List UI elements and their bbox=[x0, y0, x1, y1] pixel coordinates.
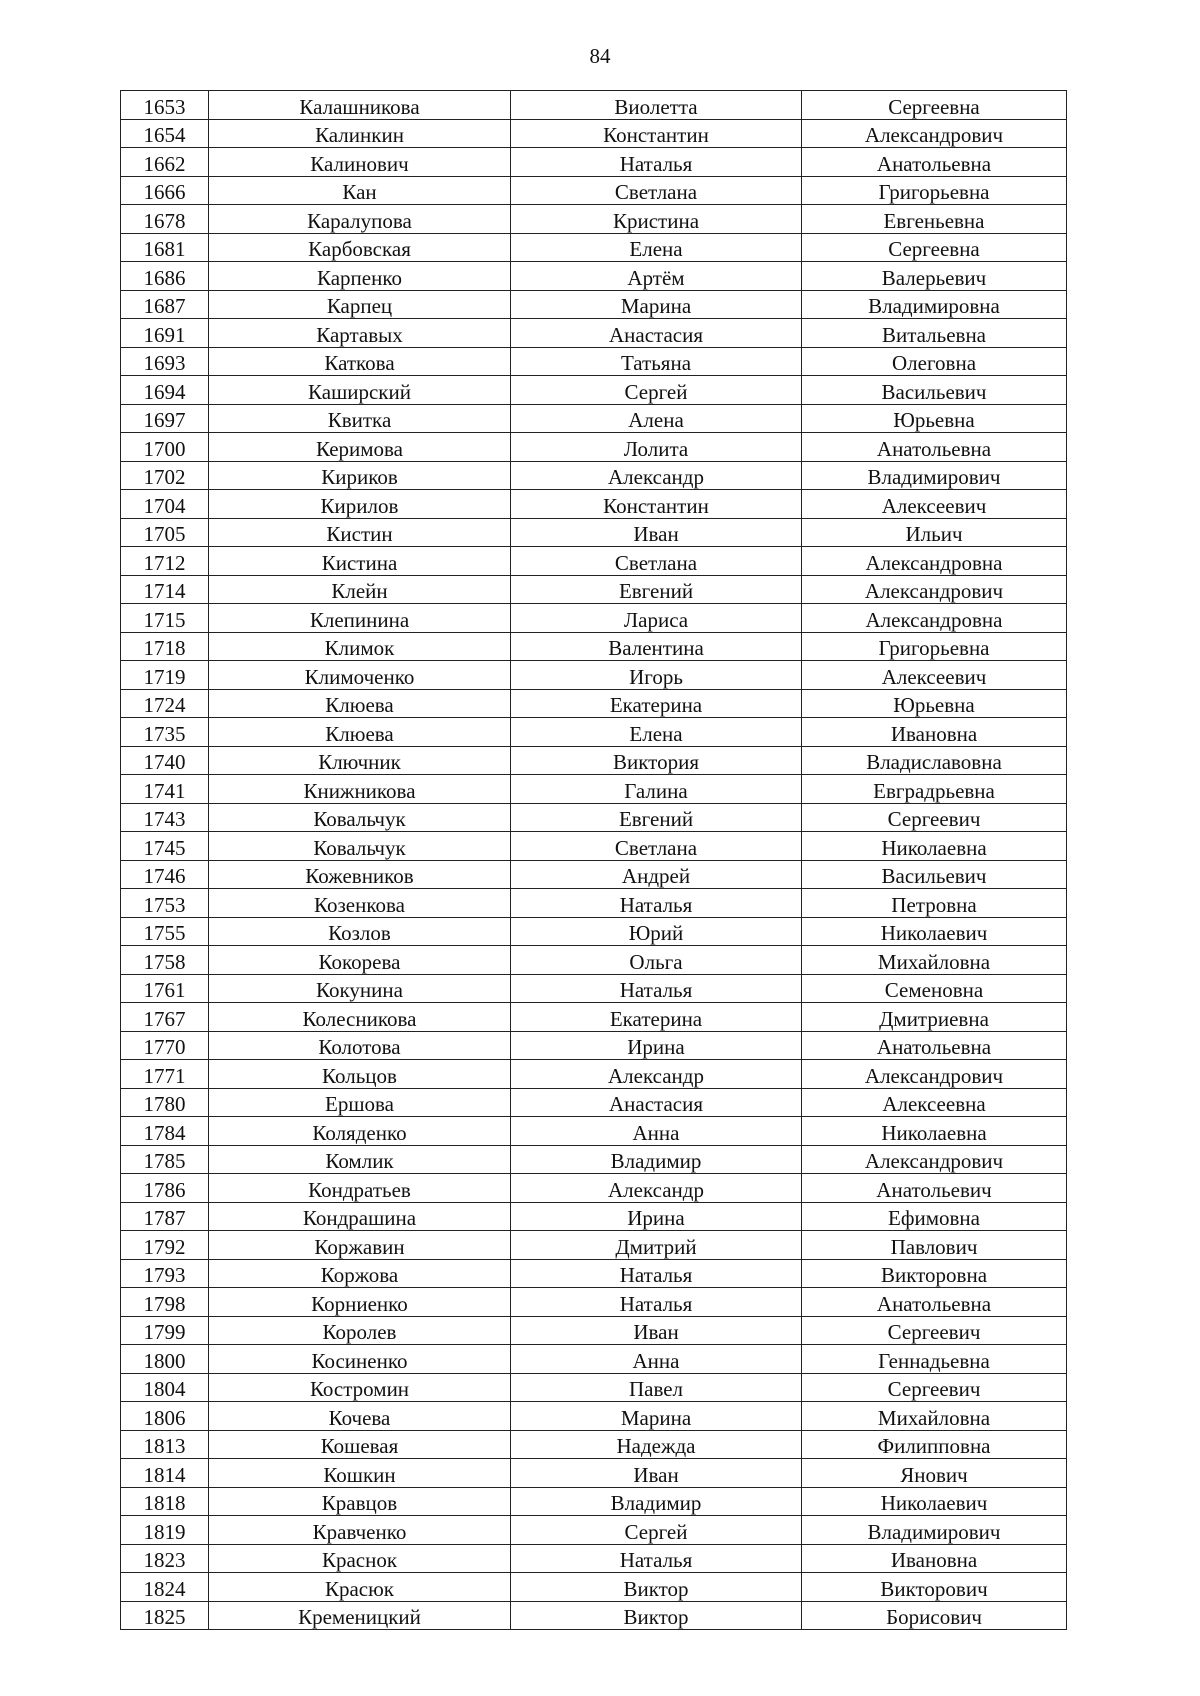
first-name-cell: Екатерина bbox=[511, 689, 802, 718]
first-name-cell: Владимир bbox=[511, 1145, 802, 1174]
last-name-cell: Кистина bbox=[209, 547, 511, 576]
table-row bbox=[121, 575, 1067, 604]
table-row bbox=[121, 775, 1067, 804]
table-row bbox=[121, 946, 1067, 975]
last-name-cell: Кириков bbox=[209, 461, 511, 490]
last-name-cell: Квитка bbox=[209, 404, 511, 433]
table-row bbox=[121, 1544, 1067, 1573]
table-row bbox=[121, 746, 1067, 775]
registry-number-cell: 1718 bbox=[121, 632, 209, 661]
last-name-cell: Кольцов bbox=[209, 1060, 511, 1089]
patronymic-cell: Сергеевна bbox=[802, 233, 1067, 262]
registry-number-cell: 1719 bbox=[121, 661, 209, 690]
patronymic-cell: Владиславовна bbox=[802, 746, 1067, 775]
first-name-cell: Елена bbox=[511, 718, 802, 747]
registry-number-cell: 1804 bbox=[121, 1373, 209, 1402]
registry-number-cell: 1697 bbox=[121, 404, 209, 433]
patronymic-cell: Геннадьевна bbox=[802, 1345, 1067, 1374]
last-name-cell: Кочева bbox=[209, 1402, 511, 1431]
patronymic-cell: Сергеевич bbox=[802, 803, 1067, 832]
last-name-cell: Керимова bbox=[209, 433, 511, 462]
patronymic-cell: Александрович bbox=[802, 119, 1067, 148]
last-name-cell: Костромин bbox=[209, 1373, 511, 1402]
last-name-cell: Королев bbox=[209, 1316, 511, 1345]
first-name-cell: Александр bbox=[511, 461, 802, 490]
table-row bbox=[121, 803, 1067, 832]
patronymic-cell: Григорьевна bbox=[802, 176, 1067, 205]
table-row bbox=[121, 889, 1067, 918]
registry-number-cell: 1761 bbox=[121, 974, 209, 1003]
patronymic-cell: Викторовна bbox=[802, 1259, 1067, 1288]
patronymic-cell: Янович bbox=[802, 1459, 1067, 1488]
table-row bbox=[121, 917, 1067, 946]
registry-number-cell: 1819 bbox=[121, 1516, 209, 1545]
table-row bbox=[121, 1573, 1067, 1602]
first-name-cell: Константин bbox=[511, 119, 802, 148]
last-name-cell: Климок bbox=[209, 632, 511, 661]
first-name-cell: Наталья bbox=[511, 1259, 802, 1288]
first-name-cell: Виктор bbox=[511, 1601, 802, 1630]
table-row bbox=[121, 233, 1067, 262]
patronymic-cell: Александрович bbox=[802, 575, 1067, 604]
last-name-cell: Комлик bbox=[209, 1145, 511, 1174]
first-name-cell: Екатерина bbox=[511, 1003, 802, 1032]
last-name-cell: Коржова bbox=[209, 1259, 511, 1288]
table-row bbox=[121, 1459, 1067, 1488]
first-name-cell: Анастасия bbox=[511, 1088, 802, 1117]
last-name-cell: Кравченко bbox=[209, 1516, 511, 1545]
last-name-cell: Кан bbox=[209, 176, 511, 205]
first-name-cell: Александр bbox=[511, 1060, 802, 1089]
registry-number-cell: 1653 bbox=[121, 91, 209, 120]
first-name-cell: Сергей bbox=[511, 1516, 802, 1545]
patronymic-cell: Владимирович bbox=[802, 1516, 1067, 1545]
last-name-cell: Кирилов bbox=[209, 490, 511, 519]
patronymic-cell: Николаевич bbox=[802, 1487, 1067, 1516]
first-name-cell: Анастасия bbox=[511, 319, 802, 348]
first-name-cell: Виктория bbox=[511, 746, 802, 775]
registry-number-cell: 1787 bbox=[121, 1202, 209, 1231]
registry-number-cell: 1814 bbox=[121, 1459, 209, 1488]
registry-number-cell: 1798 bbox=[121, 1288, 209, 1317]
registry-number-cell: 1786 bbox=[121, 1174, 209, 1203]
first-name-cell: Наталья bbox=[511, 1544, 802, 1573]
first-name-cell: Игорь bbox=[511, 661, 802, 690]
registry-number-cell: 1687 bbox=[121, 290, 209, 319]
patronymic-cell: Юрьевна bbox=[802, 404, 1067, 433]
table-row bbox=[121, 1430, 1067, 1459]
patronymic-cell: Михайловна bbox=[802, 946, 1067, 975]
first-name-cell: Ирина bbox=[511, 1202, 802, 1231]
registry-number-cell: 1780 bbox=[121, 1088, 209, 1117]
patronymic-cell: Ефимовна bbox=[802, 1202, 1067, 1231]
registry-number-cell: 1758 bbox=[121, 946, 209, 975]
last-name-cell: Косиненко bbox=[209, 1345, 511, 1374]
first-name-cell: Иван bbox=[511, 518, 802, 547]
last-name-cell: Каткова bbox=[209, 347, 511, 376]
first-name-cell: Лолита bbox=[511, 433, 802, 462]
table-row bbox=[121, 1060, 1067, 1089]
patronymic-cell: Алексеевич bbox=[802, 490, 1067, 519]
first-name-cell: Евгений bbox=[511, 575, 802, 604]
patronymic-cell: Григорьевна bbox=[802, 632, 1067, 661]
first-name-cell: Светлана bbox=[511, 547, 802, 576]
table-row bbox=[121, 119, 1067, 148]
table-row bbox=[121, 1259, 1067, 1288]
first-name-cell: Галина bbox=[511, 775, 802, 804]
registry-number-cell: 1823 bbox=[121, 1544, 209, 1573]
last-name-cell: Клюева bbox=[209, 689, 511, 718]
last-name-cell: Ершова bbox=[209, 1088, 511, 1117]
first-name-cell: Юрий bbox=[511, 917, 802, 946]
patronymic-cell: Алексеевич bbox=[802, 661, 1067, 690]
first-name-cell: Валентина bbox=[511, 632, 802, 661]
table-row bbox=[121, 832, 1067, 861]
patronymic-cell: Владимирович bbox=[802, 461, 1067, 490]
last-name-cell: Кокорева bbox=[209, 946, 511, 975]
patronymic-cell: Семеновна bbox=[802, 974, 1067, 1003]
registry-number-cell: 1818 bbox=[121, 1487, 209, 1516]
patronymic-cell: Александрович bbox=[802, 1145, 1067, 1174]
last-name-cell: Кременицкий bbox=[209, 1601, 511, 1630]
last-name-cell: Карпенко bbox=[209, 262, 511, 291]
last-name-cell: Клейн bbox=[209, 575, 511, 604]
registry-number-cell: 1745 bbox=[121, 832, 209, 861]
registry-number-cell: 1767 bbox=[121, 1003, 209, 1032]
table-row bbox=[121, 205, 1067, 234]
last-name-cell: Калинкин bbox=[209, 119, 511, 148]
last-name-cell: Коржавин bbox=[209, 1231, 511, 1260]
registry-number-cell: 1691 bbox=[121, 319, 209, 348]
table-row bbox=[121, 404, 1067, 433]
table-row bbox=[121, 1288, 1067, 1317]
first-name-cell: Анна bbox=[511, 1345, 802, 1374]
first-name-cell: Иван bbox=[511, 1459, 802, 1488]
registry-number-cell: 1755 bbox=[121, 917, 209, 946]
last-name-cell: Кожевников bbox=[209, 860, 511, 889]
registry-number-cell: 1715 bbox=[121, 604, 209, 633]
patronymic-cell: Петровна bbox=[802, 889, 1067, 918]
first-name-cell: Константин bbox=[511, 490, 802, 519]
table-row bbox=[121, 632, 1067, 661]
registry-number-cell: 1743 bbox=[121, 803, 209, 832]
first-name-cell: Ирина bbox=[511, 1031, 802, 1060]
table-row bbox=[121, 1231, 1067, 1260]
table-row bbox=[121, 661, 1067, 690]
last-name-cell: Кокунина bbox=[209, 974, 511, 1003]
first-name-cell: Владимир bbox=[511, 1487, 802, 1516]
table-row bbox=[121, 1145, 1067, 1174]
first-name-cell: Андрей bbox=[511, 860, 802, 889]
patronymic-cell: Павлович bbox=[802, 1231, 1067, 1260]
patronymic-cell: Анатольевна bbox=[802, 148, 1067, 177]
last-name-cell: Кондратьев bbox=[209, 1174, 511, 1203]
last-name-cell: Кистин bbox=[209, 518, 511, 547]
patronymic-cell: Александровна bbox=[802, 547, 1067, 576]
registry-number-cell: 1694 bbox=[121, 376, 209, 405]
registry-number-cell: 1785 bbox=[121, 1145, 209, 1174]
first-name-cell: Артём bbox=[511, 262, 802, 291]
table-row bbox=[121, 1088, 1067, 1117]
table-row bbox=[121, 176, 1067, 205]
table-row bbox=[121, 860, 1067, 889]
last-name-cell: Клюева bbox=[209, 718, 511, 747]
last-name-cell: Кошкин bbox=[209, 1459, 511, 1488]
patronymic-cell: Николаевна bbox=[802, 832, 1067, 861]
first-name-cell: Марина bbox=[511, 290, 802, 319]
patronymic-cell: Борисович bbox=[802, 1601, 1067, 1630]
last-name-cell: Ключник bbox=[209, 746, 511, 775]
registry-number-cell: 1806 bbox=[121, 1402, 209, 1431]
last-name-cell: Каралупова bbox=[209, 205, 511, 234]
registry-number-cell: 1770 bbox=[121, 1031, 209, 1060]
patronymic-cell: Викторович bbox=[802, 1573, 1067, 1602]
last-name-cell: Каширский bbox=[209, 376, 511, 405]
patronymic-cell: Анатольевна bbox=[802, 1288, 1067, 1317]
table-row bbox=[121, 1601, 1067, 1630]
patronymic-cell: Васильевич bbox=[802, 860, 1067, 889]
patronymic-cell: Филипповна bbox=[802, 1430, 1067, 1459]
first-name-cell: Виктор bbox=[511, 1573, 802, 1602]
registry-number-cell: 1793 bbox=[121, 1259, 209, 1288]
first-name-cell: Наталья bbox=[511, 1288, 802, 1317]
first-name-cell: Сергей bbox=[511, 376, 802, 405]
registry-number-cell: 1724 bbox=[121, 689, 209, 718]
registry-number-cell: 1714 bbox=[121, 575, 209, 604]
patronymic-cell: Ивановна bbox=[802, 718, 1067, 747]
first-name-cell: Алена bbox=[511, 404, 802, 433]
patronymic-cell: Александровна bbox=[802, 604, 1067, 633]
first-name-cell: Павел bbox=[511, 1373, 802, 1402]
registry-number-cell: 1686 bbox=[121, 262, 209, 291]
registry-number-cell: 1666 bbox=[121, 176, 209, 205]
last-name-cell: Колесникова bbox=[209, 1003, 511, 1032]
last-name-cell: Кравцов bbox=[209, 1487, 511, 1516]
registry-number-cell: 1824 bbox=[121, 1573, 209, 1602]
registry-number-cell: 1735 bbox=[121, 718, 209, 747]
table-row bbox=[121, 718, 1067, 747]
last-name-cell: Ковальчук bbox=[209, 832, 511, 861]
patronymic-cell: Ильич bbox=[802, 518, 1067, 547]
first-name-cell: Виолетта bbox=[511, 91, 802, 120]
last-name-cell: Козлов bbox=[209, 917, 511, 946]
last-name-cell: Климоченко bbox=[209, 661, 511, 690]
page-number: 84 bbox=[589, 44, 611, 68]
last-name-cell: Карбовская bbox=[209, 233, 511, 262]
table-row bbox=[121, 1487, 1067, 1516]
first-name-cell: Кристина bbox=[511, 205, 802, 234]
table-row bbox=[121, 1117, 1067, 1146]
registry-number-cell: 1771 bbox=[121, 1060, 209, 1089]
first-name-cell: Марина bbox=[511, 1402, 802, 1431]
registry-number-cell: 1700 bbox=[121, 433, 209, 462]
registry-number-cell: 1712 bbox=[121, 547, 209, 576]
last-name-cell: Ковальчук bbox=[209, 803, 511, 832]
registry-number-cell: 1678 bbox=[121, 205, 209, 234]
patronymic-cell: Алексеевна bbox=[802, 1088, 1067, 1117]
roster-table-body bbox=[121, 91, 1067, 1630]
patronymic-cell: Евградрьевна bbox=[802, 775, 1067, 804]
first-name-cell: Иван bbox=[511, 1316, 802, 1345]
table-row bbox=[121, 347, 1067, 376]
registry-number-cell: 1702 bbox=[121, 461, 209, 490]
first-name-cell: Александр bbox=[511, 1174, 802, 1203]
registry-number-cell: 1693 bbox=[121, 347, 209, 376]
patronymic-cell: Анатольевна bbox=[802, 1031, 1067, 1060]
patronymic-cell: Николаевич bbox=[802, 917, 1067, 946]
table-row bbox=[121, 1402, 1067, 1431]
table-row bbox=[121, 91, 1067, 120]
table-row bbox=[121, 604, 1067, 633]
last-name-cell: Краснок bbox=[209, 1544, 511, 1573]
patronymic-cell: Юрьевна bbox=[802, 689, 1067, 718]
table-row bbox=[121, 518, 1067, 547]
table-row bbox=[121, 490, 1067, 519]
table-row bbox=[121, 262, 1067, 291]
first-name-cell: Наталья bbox=[511, 974, 802, 1003]
table-row bbox=[121, 1373, 1067, 1402]
patronymic-cell: Анатольевна bbox=[802, 433, 1067, 462]
table-row bbox=[121, 1316, 1067, 1345]
last-name-cell: Калинович bbox=[209, 148, 511, 177]
first-name-cell: Наталья bbox=[511, 889, 802, 918]
table-row bbox=[121, 319, 1067, 348]
table-row bbox=[121, 547, 1067, 576]
last-name-cell: Кондрашина bbox=[209, 1202, 511, 1231]
registry-number-cell: 1800 bbox=[121, 1345, 209, 1374]
patronymic-cell: Михайловна bbox=[802, 1402, 1067, 1431]
patronymic-cell: Валерьевич bbox=[802, 262, 1067, 291]
first-name-cell: Наталья bbox=[511, 148, 802, 177]
last-name-cell: Колотова bbox=[209, 1031, 511, 1060]
last-name-cell: Клепинина bbox=[209, 604, 511, 633]
registry-number-cell: 1705 bbox=[121, 518, 209, 547]
table-row bbox=[121, 1516, 1067, 1545]
registry-number-cell: 1662 bbox=[121, 148, 209, 177]
patronymic-cell: Сергеевна bbox=[802, 91, 1067, 120]
table-row bbox=[121, 1174, 1067, 1203]
last-name-cell: Корниенко bbox=[209, 1288, 511, 1317]
first-name-cell: Татьяна bbox=[511, 347, 802, 376]
registry-number-cell: 1654 bbox=[121, 119, 209, 148]
last-name-cell: Козенкова bbox=[209, 889, 511, 918]
last-name-cell: Кошевая bbox=[209, 1430, 511, 1459]
patronymic-cell: Олеговна bbox=[802, 347, 1067, 376]
patronymic-cell: Владимировна bbox=[802, 290, 1067, 319]
first-name-cell: Надежда bbox=[511, 1430, 802, 1459]
registry-number-cell: 1704 bbox=[121, 490, 209, 519]
table-row bbox=[121, 290, 1067, 319]
first-name-cell: Ольга bbox=[511, 946, 802, 975]
last-name-cell: Карпец bbox=[209, 290, 511, 319]
registry-number-cell: 1740 bbox=[121, 746, 209, 775]
first-name-cell: Светлана bbox=[511, 176, 802, 205]
table-row bbox=[121, 433, 1067, 462]
table-row bbox=[121, 148, 1067, 177]
registry-number-cell: 1746 bbox=[121, 860, 209, 889]
registry-number-cell: 1741 bbox=[121, 775, 209, 804]
patronymic-cell: Александрович bbox=[802, 1060, 1067, 1089]
registry-number-cell: 1681 bbox=[121, 233, 209, 262]
first-name-cell: Светлана bbox=[511, 832, 802, 861]
first-name-cell: Лариса bbox=[511, 604, 802, 633]
last-name-cell: Калашникова bbox=[209, 91, 511, 120]
roster-table bbox=[120, 90, 1067, 1630]
registry-number-cell: 1784 bbox=[121, 1117, 209, 1146]
last-name-cell: Коляденко bbox=[209, 1117, 511, 1146]
registry-number-cell: 1753 bbox=[121, 889, 209, 918]
patronymic-cell: Васильевич bbox=[802, 376, 1067, 405]
registry-number-cell: 1792 bbox=[121, 1231, 209, 1260]
first-name-cell: Анна bbox=[511, 1117, 802, 1146]
first-name-cell: Дмитрий bbox=[511, 1231, 802, 1260]
patronymic-cell: Сергеевич bbox=[802, 1373, 1067, 1402]
table-row bbox=[121, 461, 1067, 490]
registry-number-cell: 1813 bbox=[121, 1430, 209, 1459]
first-name-cell: Елена bbox=[511, 233, 802, 262]
table-row bbox=[121, 1202, 1067, 1231]
patronymic-cell: Дмитриевна bbox=[802, 1003, 1067, 1032]
last-name-cell: Книжникова bbox=[209, 775, 511, 804]
first-name-cell: Евгений bbox=[511, 803, 802, 832]
table-row bbox=[121, 689, 1067, 718]
table-row bbox=[121, 376, 1067, 405]
patronymic-cell: Евгеньевна bbox=[802, 205, 1067, 234]
patronymic-cell: Ивановна bbox=[802, 1544, 1067, 1573]
patronymic-cell: Сергеевич bbox=[802, 1316, 1067, 1345]
registry-number-cell: 1799 bbox=[121, 1316, 209, 1345]
registry-number-cell: 1825 bbox=[121, 1601, 209, 1630]
table-row bbox=[121, 1003, 1067, 1032]
table-row bbox=[121, 1345, 1067, 1374]
patronymic-cell: Николаевна bbox=[802, 1117, 1067, 1146]
last-name-cell: Красюк bbox=[209, 1573, 511, 1602]
last-name-cell: Картавых bbox=[209, 319, 511, 348]
table-row bbox=[121, 1031, 1067, 1060]
table-row bbox=[121, 974, 1067, 1003]
patronymic-cell: Анатольевич bbox=[802, 1174, 1067, 1203]
patronymic-cell: Витальевна bbox=[802, 319, 1067, 348]
